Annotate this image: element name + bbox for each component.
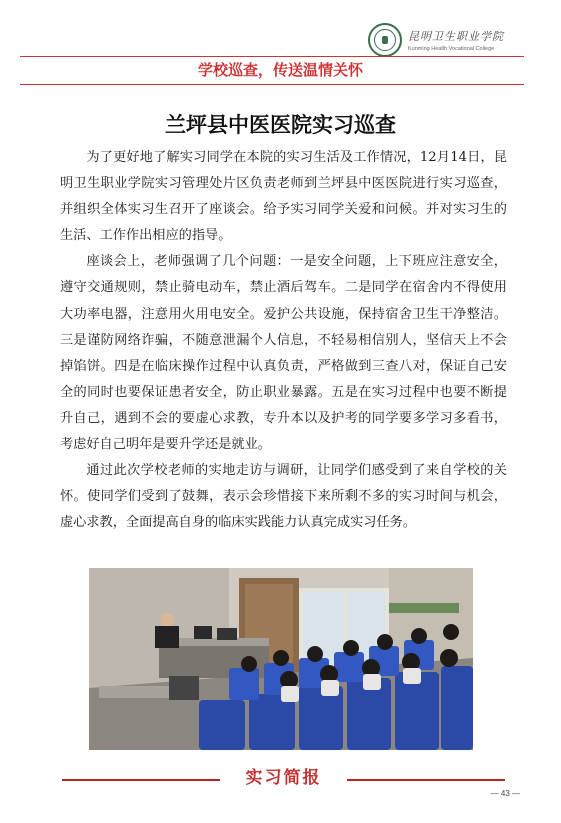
page-number: — 43 — (490, 789, 520, 798)
header-divider-bottom (20, 84, 524, 85)
article-title: 兰坪县中医医院实习巡查 (165, 112, 396, 137)
header-divider-top (20, 56, 524, 57)
college-logo-text (408, 28, 504, 52)
college-name-cn: 昆明卫生职业学院 (408, 30, 504, 43)
footer-divider-right (347, 779, 505, 781)
meeting-photo (89, 568, 473, 750)
paragraph-2: 座谈会上，老师强调了几个问题：一是安全问题，上下班应注意安全，遵守交通规则，禁止骑电动车，禁止酒后驾车。二是同学在宿舍内不得使用大功率电器，注意用火用电安全。爱护公共设施，保持宿舍卫生干净整洁。三是谨防网络诈骗，不随意泄漏个人信息，不轻易相信别人，坚信天上不会掉馅饼。四是在临床操作过程中认真负责，严格做到三查八对，保证自己安全的同时也要保证患者安全，防止职业暴露。五是在实习过程中也要不断提升自己，遇到不会的要虚心求教，专升本以及护考的同学要多学习多看书，考虑好自己明年是要升学还是就业。 (60, 254, 507, 453)
college-name-en: Kunming Health Vocational College (408, 46, 495, 52)
footer-title: 实习简报 (245, 768, 322, 788)
section-title: 学校巡查，传送温情关怀 (197, 61, 363, 79)
paragraph-1: 为了更好地了解实习同学在本院的实习生活及工作情况，12月14日，昆明卫生职业学院实习管理处片区负责老师到兰坪县中医医院进行实习巡查，并组织全体实习生召开了座谈会。给予实习同学关爱和问候。并对实习生的生活、工作作出相应的指导。 (60, 150, 507, 244)
college-logo (368, 20, 506, 60)
article-body (60, 145, 507, 536)
paragraph-3: 通过此次学校老师的实地走访与调研，让同学们感受到了来自学校的关怀。使同学们受到了鼓舞，表示会珍惜接下来所剩不多的实习时间与机会，虚心求教，全面提高自身的临床实践能力认真完成实习任务。 (60, 463, 507, 531)
footer-divider-left (62, 779, 220, 781)
college-seal-icon (368, 23, 402, 57)
